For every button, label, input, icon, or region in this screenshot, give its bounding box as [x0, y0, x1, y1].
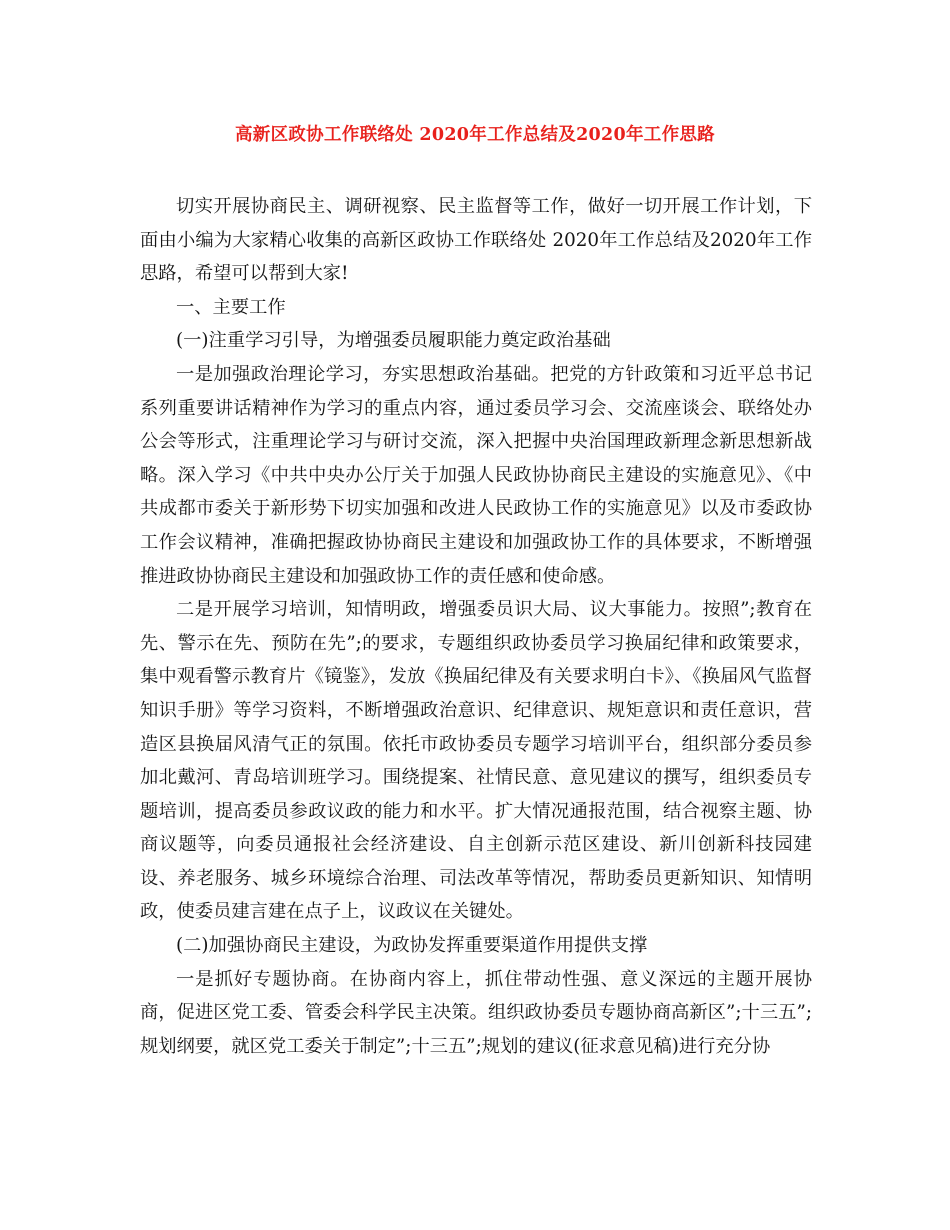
- document-body: [140, 190, 812, 1063]
- subsection-heading-2: (二)加强协商民主建设，为政协发挥重要渠道作用提供支撑: [176, 935, 648, 957]
- subsection-heading-1: (一)注重学习引导，为增强委员履职能力奠定政治基础: [176, 330, 611, 352]
- body-paragraph: 一是抓好专题协商。在协商内容上，抓住带动性强、意义深远的主题开展协商，促进区党工委、管委会科学民主决策。组织政协委员专题协商高新区”;十三五”;规划纲要，就区党工委关于制定”;十三五”;规划的建议(征求意见稿)进行充分协: [140, 968, 812, 1057]
- intro-paragraph: 切实开展协商民主、调研视察、民主监督等工作，做好一切开展工作计划，下面由小编为大家精心收集的高新区政协工作联络处 2020年工作总结及2020年工作思路，希望可以帮到大家!: [140, 196, 812, 285]
- section-heading-main-work: 一、主要工作: [176, 296, 286, 318]
- body-paragraph: 一是加强政治理论学习，夯实思想政治基础。把党的方针政策和习近平总书记系列重要讲话精神作为学习的重点内容，通过委员学习会、交流座谈会、联络处办公会等形式，注重理论学习与研讨交流，深入把握中央治国理政新理念新思想新战略。深入学习《中共中央办公厅关于加强人民政协协商民主建设的实施意见》、《中共成都市委关于新形势下切实加强和改进人民政协工作的实施意见》以及市委政协工作会议精神，准确把握政协协商民主建设和加强政协工作的具体要求，不断增强推进政协协商民主建设和加强政协工作的责任感和使命感。: [140, 363, 812, 587]
- document-title: 高新区政协工作联络处 2020年工作总结及2020年工作思路: [234, 125, 715, 145]
- body-paragraph: 二是开展学习培训，知情明政，增强委员识大局、议大事能力。按照”;教育在先、警示在先、预防在先”;的要求，专题组织政协委员学习换届纪律和政策要求，集中观看警示教育片《镜鉴》，发放《换届纪律及有关要求明白卡》、《换届风气监督知识手册》等学习资料，不断增强政治意识、纪律意识、规矩意识和责任意识，营造区县换届风清气正的氛围。依托市政协委员专题学习培训平台，组织部分委员参加北戴河、青岛培训班学习。围绕提案、社情民意、意见建议的撰写，组织委员专题培训，提高委员参政议政的能力和水平。扩大情况通报范围，结合视察主题、协商议题等，向委员通报社会经济建设、自主创新示范区建设、新川创新科技园建设、养老服务、城乡环境综合治理、司法改革等情况，帮助委员更新知识、知情明政，使委员建言建在点子上，议政议在关键处。: [140, 599, 812, 923]
